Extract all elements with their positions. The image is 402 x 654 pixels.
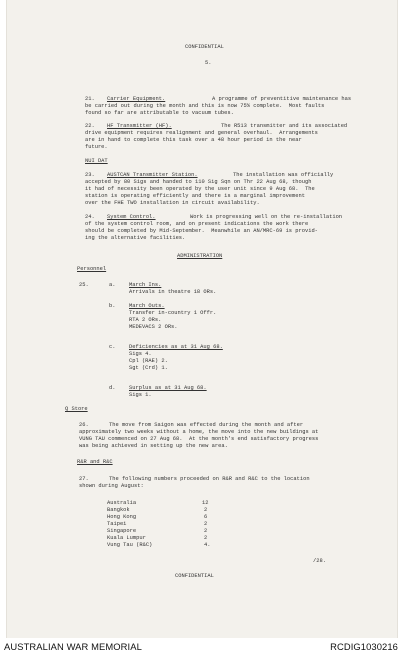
item-title: March Outs.	[129, 303, 165, 309]
location-name: Vung Tau (R&C)	[107, 542, 153, 548]
para-21-number: 21.	[85, 96, 95, 102]
para-24-line: should be completed by Mid-September. Meanwhile an AN/MRC-69 is provid-	[85, 228, 318, 234]
para-23-number: 23.	[85, 172, 95, 178]
para-26-line: The move from Saigon was effected during the month and after	[109, 422, 304, 428]
location-count: 2	[204, 521, 208, 527]
para-24-line: of the system control room, and on present indications the work there	[85, 221, 309, 227]
administration-heading: ADMINISTRATION	[177, 253, 223, 259]
footer-classification: CONFIDENTIAL	[175, 573, 214, 579]
item-line: Arrivals in theatre 18 ORs.	[129, 289, 217, 295]
para-23-title: AUSTCAN Transmitter Station.	[107, 172, 198, 178]
item-line: Cpl (RAE) 2.	[129, 358, 168, 364]
para-23-line: it had of necessity been operated by the user unit since 9 Aug 68. The	[85, 186, 315, 192]
para-26-line: was being achieved in setting up the new area.	[79, 443, 228, 449]
item-line: MEDEVACS 2 ORs.	[129, 324, 178, 330]
archive-footer	[0, 638, 402, 654]
item-letter: d.	[109, 385, 116, 391]
location-name: Taipei	[107, 521, 127, 527]
para-22-line: The R513 transmitter and its associated	[221, 123, 348, 129]
location-name: Hong Kong	[107, 514, 137, 520]
para-24-line: ing the alternative facilities.	[85, 235, 186, 241]
location-count: 12	[202, 500, 209, 506]
location-name: Australia	[107, 500, 137, 506]
para-23-line: over the FHE TWO installation in circuit availability.	[85, 200, 260, 206]
document-page	[6, 0, 398, 638]
personnel-heading: Personnel	[77, 266, 107, 272]
para-22-line: future.	[85, 144, 108, 150]
para-22-line: are in hand to complete this task over a 48 hour period in the near	[85, 137, 302, 143]
r-and-r-heading: R&R and R&C	[77, 459, 113, 465]
location-count: 2	[204, 535, 208, 541]
para-21-line: be carried out during the month and this is now 75% complete. Most faults	[85, 103, 325, 109]
location-count: 4.	[204, 542, 211, 548]
para-26-line: VUNG TAU commenced on 27 Aug 68. At the month's end satisfactory progress	[79, 436, 319, 442]
continuation-marker: /28.	[313, 558, 326, 564]
para-27-line: The following numbers proceeded on R&R and R&C to the location	[109, 476, 310, 482]
item-letter: c.	[109, 344, 116, 350]
para-24-number: 24.	[85, 214, 95, 220]
para-26-line: approximately two weeks without a home, the move into the new buildings at	[79, 429, 319, 435]
item-line: Sgt (Crd) 1.	[129, 365, 168, 371]
location-count: 2	[204, 507, 208, 513]
q-store-heading: Q Store	[65, 406, 88, 412]
item-line: Sigs 1.	[129, 392, 152, 398]
para-22-line: drive equipment requires realignment and general overhaul. Arrangements	[85, 130, 318, 136]
para-24-title: System Control.	[107, 214, 156, 220]
para-24-line: Work is progressing well on the re-installation	[190, 214, 343, 220]
para-23-line: station is operating efficiently and there is a marginal improvement	[85, 193, 305, 199]
para-23-line: The installation was officially	[233, 172, 334, 178]
para-22-number: 22.	[85, 123, 95, 129]
location-name: Bangkok	[107, 507, 130, 513]
item-title: Deficiencies as at 31 Aug 68.	[129, 344, 223, 350]
item-line: RTA 2 ORs.	[129, 317, 162, 323]
header-classification: CONFIDENTIAL	[185, 44, 224, 50]
para-21-title: Carrier Equipment.	[107, 96, 166, 102]
para-21-line: A programme of preventitive maintenance has	[212, 96, 352, 102]
para-25-number: 25.	[79, 282, 89, 288]
location-count: 6	[204, 514, 208, 520]
section-nui-dat: NUI DAT	[85, 158, 108, 164]
item-letter: a.	[109, 282, 116, 288]
para-26-number: 26.	[79, 422, 89, 428]
para-23-line: accepted by 80 Sigs and handed to 110 Sig Sqn on Thr 22 Aug 68, though	[85, 179, 312, 185]
item-title: March Ins.	[129, 282, 162, 288]
page-number: 5.	[205, 60, 212, 66]
location-name: Kuala Lumpur	[107, 535, 146, 541]
location-name: Singapore	[107, 528, 137, 534]
location-count: 2	[204, 528, 208, 534]
archive-reference: RCDIG1030216	[330, 641, 398, 652]
para-21-line: found so far are attributable to vacuum tubes.	[85, 110, 234, 116]
item-line: Sigs 4.	[129, 351, 152, 357]
para-27-number: 27.	[79, 476, 89, 482]
para-22-title: HF Transmitter (HF).	[107, 123, 172, 129]
item-letter: b.	[109, 303, 116, 309]
para-27-line: shown during August:	[79, 483, 144, 489]
item-title: Surplus as at 31 Aug 68.	[129, 385, 207, 391]
archive-institution: AUSTRALIAN WAR MEMORIAL	[4, 641, 142, 652]
item-line: Transfer in-country 1 Offr.	[129, 310, 217, 316]
